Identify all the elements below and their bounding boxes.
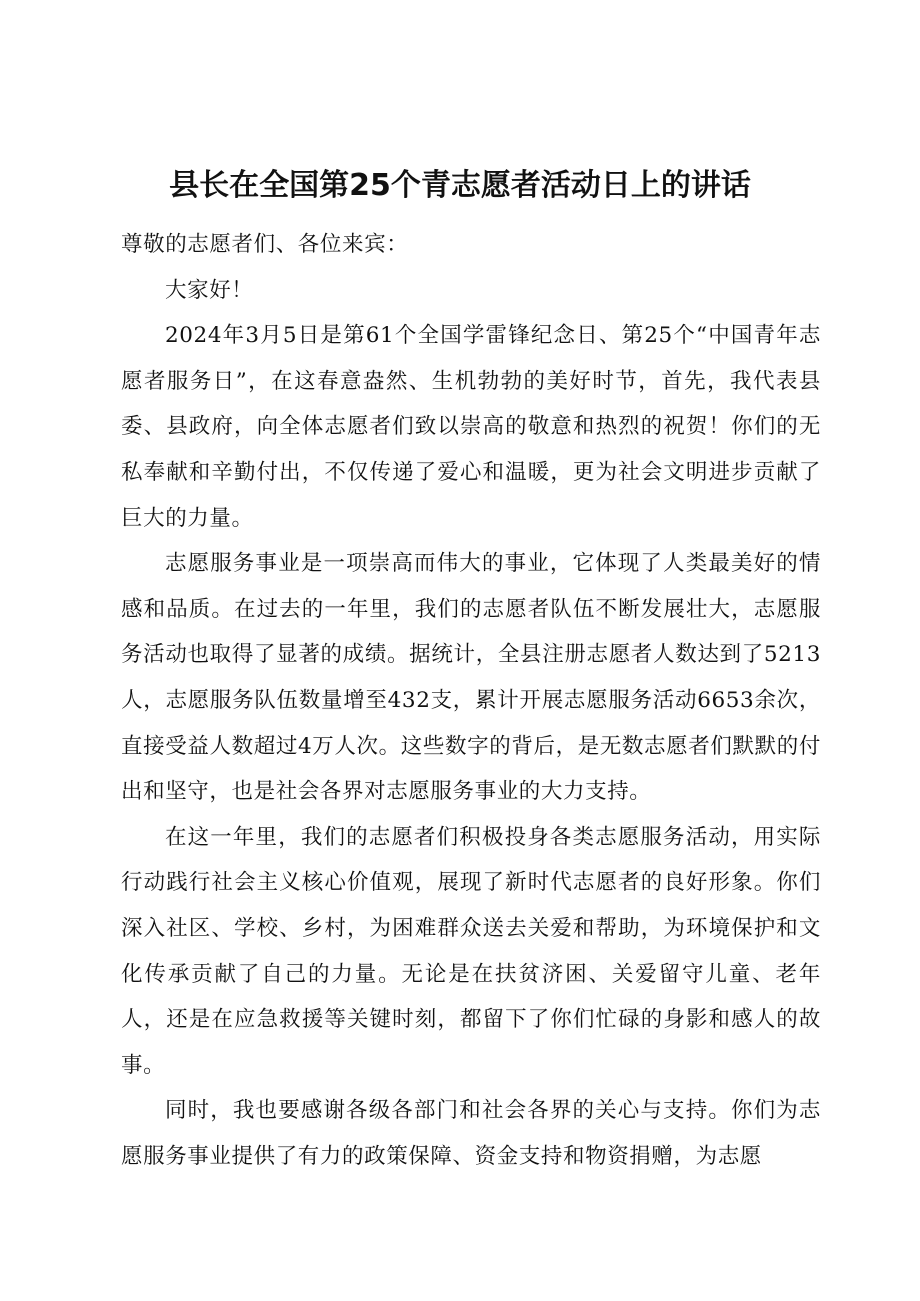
- paragraph-3: 在这一年里，我们的志愿者们积极投身各类志愿服务活动，用实际行动践行社会主义核心价值观，展现了新时代志愿者的良好形象。你们深入社区、学校、乡村，为困难群众送去关爱和帮助，为环境保护和文化传承贡献了自己的力量。无论是在扶贫济困、关爱留守儿童、老年人，还是在应急救援等关键时刻，都留下了你们忙碌的身影和感人的故事。: [121, 824, 821, 1078]
- greeting: 大家好！: [165, 277, 254, 303]
- paragraph-1: 2024年3月5日是第61个全国学雷锋纪念日、第25个“中国青年志愿者服务日”，在这春意盎然、生机勃勃的美好时节，首先，我代表县委、县政府，向全体志愿者们致以崇高的敬意和热烈的祝贺！你们的无私奉献和辛勤付出，不仅传递了爱心和温暖，更为社会文明进步贡献了巨大的力量。: [121, 323, 821, 531]
- document-body: [121, 222, 821, 1179]
- salutation: 尊敬的志愿者们、各位来宾：: [121, 232, 409, 257]
- document-title: 县长在全国第25个青志愿者活动日上的讲话: [169, 168, 751, 203]
- paragraph-2: 志愿服务事业是一项崇高而伟大的事业，它体现了人类最美好的情感和品质。在过去的一年里，我们的志愿者队伍不断发展壮大，志愿服务活动也取得了显著的成绩。据统计，全县注册志愿者人数达到了5213人，志愿服务队伍数量增至432支，累计开展志愿服务活动6653余次，直接受益人数超过4万人次。这些数字的背后，是无数志愿者们默默的付出和坚守，也是社会各界对志愿服务事业的大力支持。: [121, 551, 821, 805]
- paragraph-4: 同时，我也要感谢各级各部门和社会各界的关心与支持。你们为志愿服务事业提供了有力的政策保障、资金支持和物资捐赠，为志愿: [121, 1098, 821, 1169]
